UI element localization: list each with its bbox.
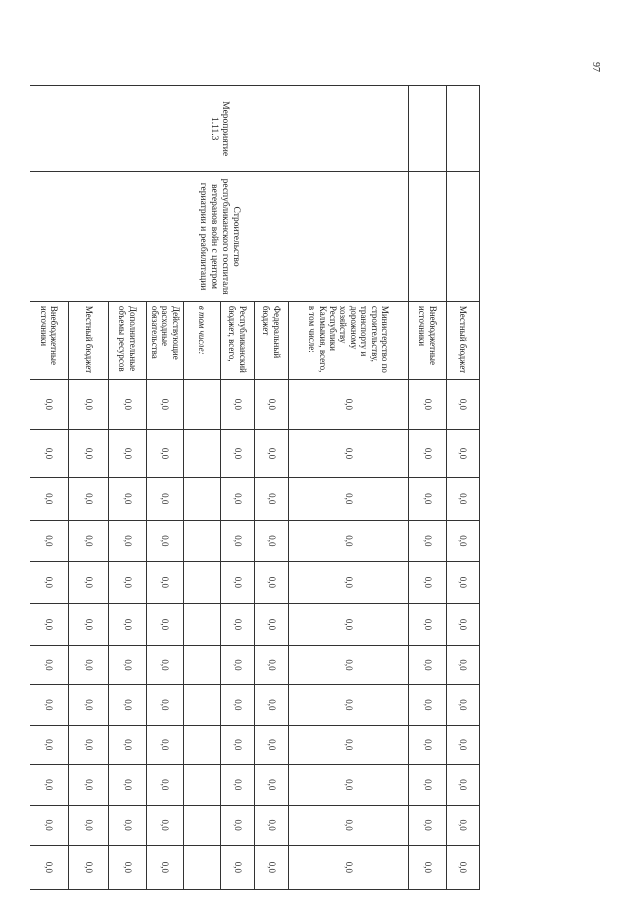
value-cell: 0,0 bbox=[221, 646, 255, 685]
value-cell: 0,0 bbox=[255, 764, 289, 805]
value-cell: 0,0 bbox=[255, 477, 289, 520]
value-cell: 0,0 bbox=[447, 805, 480, 845]
source-cell: Дополнительные объемы ресурсов bbox=[109, 301, 147, 379]
measure-title: Строительство республиканского госпиталя ветеранов войн с центром гериатрии и реабилитации bbox=[30, 172, 409, 302]
value-cell: 0,0 bbox=[30, 845, 69, 889]
value-cell: 0,0 bbox=[109, 725, 147, 764]
value-cell: 0,0 bbox=[409, 845, 447, 889]
value-cell: 0,0 bbox=[409, 646, 447, 685]
source-cell: Внебюджетные источники bbox=[409, 301, 447, 379]
value-cell: 0,0 bbox=[289, 684, 409, 725]
value-cell: 0,0 bbox=[221, 764, 255, 805]
value-cell: 0,0 bbox=[69, 805, 109, 845]
value-cell: 0,0 bbox=[109, 764, 147, 805]
value-cell: 0,0 bbox=[221, 725, 255, 764]
value-cell: 0,0 bbox=[255, 845, 289, 889]
value-cell: 0,0 bbox=[147, 725, 184, 764]
value-cell: 0,0 bbox=[221, 845, 255, 889]
value-cell: 0,0 bbox=[289, 805, 409, 845]
value-cell: 0,0 bbox=[109, 845, 147, 889]
value-cell: 0,0 bbox=[409, 430, 447, 477]
value-cell: 0,0 bbox=[30, 477, 69, 520]
value-cell: 0,0 bbox=[147, 430, 184, 477]
value-cell: 0,0 bbox=[221, 520, 255, 561]
value-cell bbox=[184, 646, 221, 685]
cell-empty bbox=[447, 86, 480, 172]
value-cell bbox=[184, 520, 221, 561]
source-cell: Министерство по строительству, транспорту и дорожному хозяйству Республики Калмыкия, всего, в том числе: bbox=[289, 301, 409, 379]
value-cell: 0,0 bbox=[447, 379, 480, 430]
source-cell: Местный бюджет bbox=[447, 301, 480, 379]
value-cell: 0,0 bbox=[30, 520, 69, 561]
value-cell: 0,0 bbox=[447, 430, 480, 477]
value-cell bbox=[184, 379, 221, 430]
value-cell: 0,0 bbox=[447, 646, 480, 685]
table-row bbox=[409, 86, 447, 890]
value-cell: 0,0 bbox=[289, 603, 409, 645]
value-cell: 0,0 bbox=[109, 379, 147, 430]
value-cell: 0,0 bbox=[69, 725, 109, 764]
value-cell: 0,0 bbox=[69, 764, 109, 805]
cell-empty bbox=[447, 172, 480, 302]
value-cell: 0,0 bbox=[289, 430, 409, 477]
value-cell: 0,0 bbox=[30, 805, 69, 845]
value-cell: 0,0 bbox=[409, 603, 447, 645]
value-cell: 0,0 bbox=[30, 561, 69, 603]
value-cell: 0,0 bbox=[409, 477, 447, 520]
table-row bbox=[447, 86, 480, 890]
source-cell: Действующие расходные обязательства bbox=[147, 301, 184, 379]
value-cell: 0,0 bbox=[69, 430, 109, 477]
value-cell: 0,0 bbox=[221, 684, 255, 725]
value-cell: 0,0 bbox=[447, 520, 480, 561]
measure-label: Мероприятие 1.11.3 bbox=[30, 86, 409, 172]
value-cell: 0,0 bbox=[409, 379, 447, 430]
value-cell: 0,0 bbox=[147, 520, 184, 561]
value-cell: 0,0 bbox=[30, 725, 69, 764]
value-cell: 0,0 bbox=[147, 379, 184, 430]
value-cell: 0,0 bbox=[109, 430, 147, 477]
budget-table bbox=[30, 85, 480, 890]
value-cell: 0,0 bbox=[289, 646, 409, 685]
value-cell: 0,0 bbox=[109, 805, 147, 845]
value-cell: 0,0 bbox=[289, 764, 409, 805]
table-row bbox=[289, 86, 409, 890]
value-cell: 0,0 bbox=[447, 561, 480, 603]
value-cell: 0,0 bbox=[289, 520, 409, 561]
value-cell: 0,0 bbox=[109, 646, 147, 685]
value-cell: 0,0 bbox=[221, 477, 255, 520]
source-cell: Республиканский бюджет, всего, bbox=[221, 301, 255, 379]
value-cell: 0,0 bbox=[30, 646, 69, 685]
value-cell: 0,0 bbox=[147, 603, 184, 645]
value-cell: 0,0 bbox=[221, 805, 255, 845]
value-cell: 0,0 bbox=[409, 725, 447, 764]
value-cell: 0,0 bbox=[30, 684, 69, 725]
value-cell: 0,0 bbox=[289, 845, 409, 889]
value-cell: 0,0 bbox=[69, 561, 109, 603]
source-cell: Федеральный бюджет bbox=[255, 301, 289, 379]
value-cell: 0,0 bbox=[409, 561, 447, 603]
value-cell: 0,0 bbox=[409, 520, 447, 561]
value-cell bbox=[184, 561, 221, 603]
value-cell: 0,0 bbox=[289, 725, 409, 764]
value-cell: 0,0 bbox=[289, 477, 409, 520]
value-cell: 0,0 bbox=[255, 603, 289, 645]
value-cell: 0,0 bbox=[447, 684, 480, 725]
page-number: 97 bbox=[590, 62, 601, 72]
value-cell: 0,0 bbox=[109, 684, 147, 725]
value-cell: 0,0 bbox=[221, 603, 255, 645]
value-cell: 0,0 bbox=[109, 520, 147, 561]
value-cell: 0,0 bbox=[30, 379, 69, 430]
value-cell: 0,0 bbox=[69, 603, 109, 645]
value-cell: 0,0 bbox=[147, 561, 184, 603]
value-cell bbox=[184, 845, 221, 889]
value-cell: 0,0 bbox=[147, 845, 184, 889]
value-cell: 0,0 bbox=[447, 845, 480, 889]
value-cell: 0,0 bbox=[255, 725, 289, 764]
value-cell bbox=[184, 725, 221, 764]
value-cell bbox=[184, 430, 221, 477]
value-cell bbox=[184, 805, 221, 845]
value-cell: 0,0 bbox=[30, 603, 69, 645]
value-cell: 0,0 bbox=[147, 805, 184, 845]
cell-empty bbox=[409, 172, 447, 302]
value-cell bbox=[184, 684, 221, 725]
value-cell: 0,0 bbox=[255, 520, 289, 561]
value-cell: 0,0 bbox=[109, 477, 147, 520]
value-cell: 0,0 bbox=[289, 379, 409, 430]
value-cell: 0,0 bbox=[221, 379, 255, 430]
cell-empty bbox=[409, 86, 447, 172]
value-cell: 0,0 bbox=[30, 430, 69, 477]
value-cell: 0,0 bbox=[147, 646, 184, 685]
value-cell: 0,0 bbox=[409, 805, 447, 845]
value-cell: 0,0 bbox=[447, 477, 480, 520]
value-cell: 0,0 bbox=[409, 684, 447, 725]
value-cell: 0,0 bbox=[221, 561, 255, 603]
value-cell: 0,0 bbox=[255, 561, 289, 603]
value-cell: 0,0 bbox=[69, 477, 109, 520]
value-cell: 0,0 bbox=[221, 430, 255, 477]
value-cell: 0,0 bbox=[69, 684, 109, 725]
value-cell bbox=[184, 764, 221, 805]
value-cell: 0,0 bbox=[147, 684, 184, 725]
value-cell: 0,0 bbox=[109, 603, 147, 645]
rotated-table-wrapper bbox=[30, 85, 480, 890]
value-cell: 0,0 bbox=[255, 805, 289, 845]
value-cell: 0,0 bbox=[147, 477, 184, 520]
value-cell: 0,0 bbox=[69, 845, 109, 889]
value-cell: 0,0 bbox=[447, 603, 480, 645]
table-frame bbox=[30, 85, 480, 890]
value-cell bbox=[184, 477, 221, 520]
source-cell: Внебюджетные источники bbox=[30, 301, 69, 379]
value-cell: 0,0 bbox=[255, 646, 289, 685]
value-cell: 0,0 bbox=[409, 764, 447, 805]
value-cell: 0,0 bbox=[147, 764, 184, 805]
source-cell: в том числе: bbox=[184, 301, 221, 379]
value-cell bbox=[184, 603, 221, 645]
value-cell: 0,0 bbox=[30, 764, 69, 805]
value-cell: 0,0 bbox=[109, 561, 147, 603]
value-cell: 0,0 bbox=[289, 561, 409, 603]
value-cell: 0,0 bbox=[255, 430, 289, 477]
value-cell: 0,0 bbox=[447, 725, 480, 764]
value-cell: 0,0 bbox=[447, 764, 480, 805]
value-cell: 0,0 bbox=[69, 646, 109, 685]
source-cell: Местный бюджет bbox=[69, 301, 109, 379]
value-cell: 0,0 bbox=[255, 684, 289, 725]
value-cell: 0,0 bbox=[69, 520, 109, 561]
value-cell: 0,0 bbox=[69, 379, 109, 430]
value-cell: 0,0 bbox=[255, 379, 289, 430]
